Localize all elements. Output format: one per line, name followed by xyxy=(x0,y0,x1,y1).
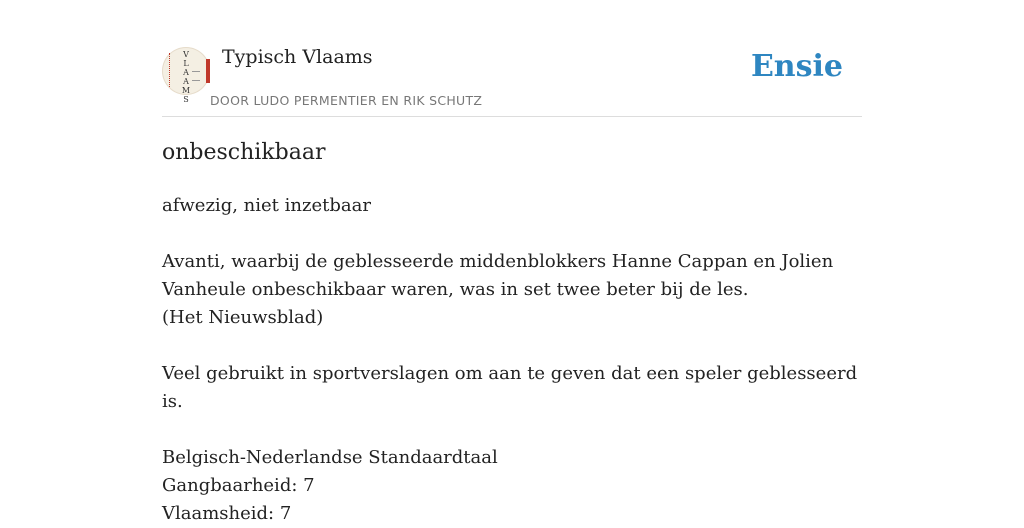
book-cover-logo[interactable] xyxy=(162,47,210,104)
header xyxy=(162,0,862,117)
entry-language: Belgisch-Nederlandse Standaardtaal xyxy=(162,447,498,468)
entry-example: Avanti, waarbij de geblesseerde middenblokkers Hanne Cappan en Jolien Vanheule onbeschikbaar waren, was in set twee beter bij de les. (Het Nieuwsblad) xyxy=(162,251,834,328)
entry-definition: afwezig, niet inzetbaar xyxy=(162,195,371,216)
entry-vlaamsheid: Vlaamsheid: 7 xyxy=(162,503,292,524)
entry-note: Veel gebruikt in sportverslagen om aan te geven dat een speler geblesseerd is. xyxy=(162,363,858,412)
entry-title: onbeschikbaar xyxy=(162,140,326,165)
entry-meta xyxy=(162,444,862,528)
brand-logo[interactable]: Ensie xyxy=(750,49,843,84)
logo-red-band xyxy=(206,59,210,83)
site-title[interactable]: Typisch Vlaams xyxy=(222,46,373,68)
page-container xyxy=(162,0,862,524)
byline: DOOR LUDO PERMENTIER EN RIK SCHUTZ xyxy=(210,93,483,108)
logo-letters: V L A A M S xyxy=(181,50,191,104)
logo-decoration-lines xyxy=(192,71,200,81)
entry-gangbaarheid: Gangbaarheid: 7 xyxy=(162,475,315,496)
logo-decoration xyxy=(169,53,173,87)
entry-body xyxy=(162,192,862,528)
